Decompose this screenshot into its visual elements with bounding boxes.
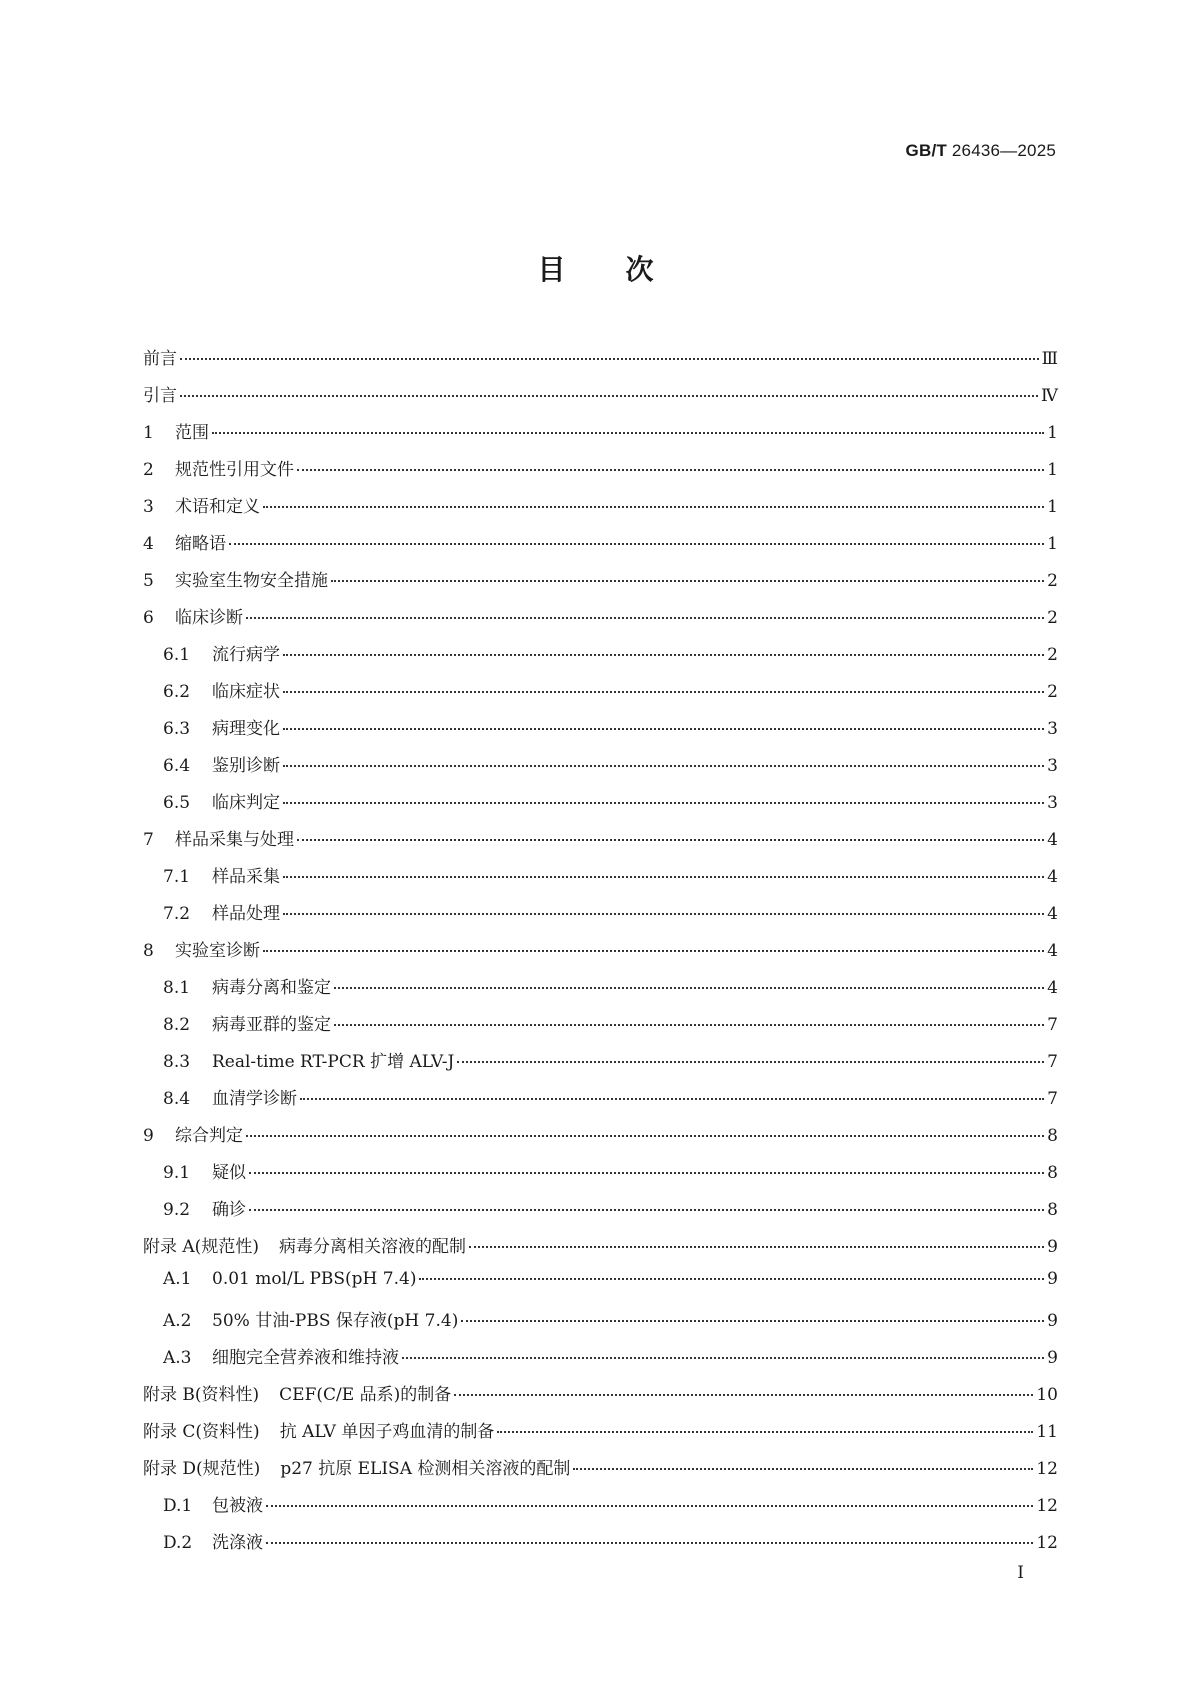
toc-entry-page: 3 [1047, 756, 1058, 776]
toc-entry[interactable] [143, 677, 1058, 714]
toc-entry[interactable] [143, 1306, 1058, 1343]
toc-dot-leader [266, 1542, 1033, 1544]
toc-entry-number: 8.1 [163, 978, 191, 998]
toc-entry[interactable] [143, 1121, 1058, 1158]
standard-number: 26436—2025 [951, 141, 1056, 160]
toc-entry-label: 样品采集与处理 [175, 830, 294, 850]
toc-entry-page: 2 [1047, 645, 1058, 665]
toc-entry-page: 4 [1047, 867, 1058, 887]
toc-entry-label: 临床判定 [212, 793, 280, 813]
toc-entry-page: 7 [1047, 1052, 1058, 1072]
toc-entry[interactable] [143, 1010, 1058, 1047]
toc-entry[interactable] [143, 1491, 1058, 1528]
toc-entry-page: Ⅳ [1041, 386, 1058, 406]
toc-entry-label: 实验室生物安全措施 [175, 571, 328, 591]
toc-entry-page: 8 [1047, 1200, 1058, 1220]
toc-dot-leader [334, 1024, 1044, 1026]
toc-dot-leader [402, 1357, 1044, 1359]
toc-entry-label: 实验室诊断 [175, 941, 260, 961]
toc-entry-label: 病理变化 [212, 719, 280, 739]
toc-entry-label: 抗 ALV 单因子鸡血清的制备 [279, 1422, 495, 1442]
toc-entry-number: 8 [143, 941, 154, 961]
toc-dot-leader [263, 506, 1044, 508]
toc-entry-number: 6.5 [163, 793, 191, 813]
toc-entry-page: 11 [1036, 1422, 1058, 1442]
toc-dot-leader [300, 1098, 1044, 1100]
toc-dot-leader [297, 839, 1044, 841]
toc-entry-number: A.2 [163, 1311, 192, 1331]
toc-entry[interactable] [143, 1084, 1058, 1121]
toc-entry-number: 9 [143, 1126, 154, 1146]
toc-entry-page: 4 [1047, 941, 1058, 961]
toc-entry-number: A.3 [163, 1348, 192, 1368]
toc-entry[interactable] [143, 825, 1058, 862]
toc-entry[interactable] [143, 418, 1058, 455]
toc-entry-label: 临床诊断 [175, 608, 243, 628]
toc-dot-leader [469, 1246, 1044, 1248]
toc-entry-number: 6.3 [163, 719, 191, 739]
toc-entry-number: 2 [143, 460, 154, 480]
document-header-code [906, 141, 1056, 161]
toc-entry-page: 8 [1047, 1163, 1058, 1183]
toc-entry-page: 9 [1047, 1237, 1058, 1257]
toc-entry-page: 12 [1036, 1533, 1058, 1553]
toc-entry-page: 9 [1047, 1269, 1058, 1289]
toc-entry-page: 9 [1047, 1348, 1058, 1368]
toc-entry-page: 7 [1047, 1089, 1058, 1109]
toc-dot-leader [229, 543, 1044, 545]
toc-entry-page: 7 [1047, 1015, 1058, 1035]
toc-entry[interactable] [143, 640, 1058, 677]
toc-entry-page: 10 [1036, 1385, 1058, 1405]
toc-dot-leader [283, 728, 1044, 730]
toc-entry-number: 附录 D(规范性) [143, 1459, 261, 1479]
toc-entry-page: 3 [1047, 793, 1058, 813]
toc-entry-label: 引言 [143, 386, 177, 406]
toc-entry[interactable] [143, 1454, 1058, 1491]
toc-entry-number: 4 [143, 534, 154, 554]
toc-entry-number: 附录 C(资料性) [143, 1422, 260, 1442]
toc-entry-label: 前言 [143, 349, 177, 369]
toc-entry-label: 样品采集 [212, 867, 280, 887]
toc-entry-number: 附录 A(规范性) [143, 1237, 259, 1257]
toc-entry-label: 细胞完全营养液和维持液 [212, 1348, 399, 1368]
toc-entry-number: 7 [143, 830, 154, 850]
toc-entry-page: 4 [1047, 830, 1058, 850]
toc-entry-label: 综合判定 [175, 1126, 243, 1146]
toc-dot-leader [461, 1320, 1044, 1322]
toc-entry-label: 临床症状 [212, 682, 280, 702]
toc-entry[interactable] [143, 529, 1058, 566]
toc-entry-label: 洗涤液 [212, 1533, 263, 1553]
toc-entry-number: A.1 [163, 1269, 192, 1289]
toc-dot-leader [283, 802, 1044, 804]
toc-dot-leader [283, 654, 1044, 656]
toc-entry-label: 样品处理 [212, 904, 280, 924]
toc-entry-page: 2 [1047, 608, 1058, 628]
toc-entry[interactable] [143, 899, 1058, 936]
toc-entry-label: 确诊 [212, 1200, 246, 1220]
toc-entry-label: 病毒分离和鉴定 [212, 978, 331, 998]
toc-dot-leader [246, 617, 1044, 619]
toc-entry-label: 流行病学 [212, 645, 280, 665]
toc-dot-leader [454, 1394, 1033, 1396]
toc-entry[interactable] [143, 492, 1058, 529]
toc-entry[interactable] [143, 1269, 1058, 1306]
toc-entry[interactable] [143, 566, 1058, 603]
toc-dot-leader [283, 765, 1044, 767]
toc-entry-page: 1 [1047, 534, 1058, 554]
toc-entry-label: 规范性引用文件 [175, 460, 294, 480]
toc-entry-page: 1 [1047, 460, 1058, 480]
toc-entry-number: 1 [143, 423, 154, 443]
toc-entry-number: 6.1 [163, 645, 191, 665]
toc-entry-page: 9 [1047, 1311, 1058, 1331]
toc-dot-leader [246, 1135, 1044, 1137]
toc-dot-leader [180, 358, 1039, 360]
toc-entry[interactable] [143, 1047, 1058, 1084]
toc-entry-label: 范围 [175, 423, 209, 443]
toc-entry-number: 6 [143, 608, 154, 628]
toc-dot-leader [331, 580, 1044, 582]
toc-entry-number: 8.2 [163, 1015, 191, 1035]
toc-entry-page: 1 [1047, 497, 1058, 517]
toc-dot-leader [573, 1468, 1033, 1470]
toc-entry-number: 6.2 [163, 682, 191, 702]
toc-dot-leader [297, 469, 1044, 471]
toc-entry-label: 术语和定义 [175, 497, 260, 517]
toc-entry-page: 12 [1036, 1496, 1058, 1516]
toc-entry[interactable] [143, 973, 1058, 1010]
toc-entry-label: 0.01 mol/L PBS(pH 7.4) [212, 1269, 417, 1289]
toc-entry-number: 7.2 [163, 904, 191, 924]
toc-dot-leader [283, 913, 1044, 915]
toc-dot-leader [497, 1431, 1033, 1433]
toc-entry[interactable] [143, 344, 1058, 381]
toc-entry[interactable] [143, 788, 1058, 825]
toc-entry-page: 2 [1047, 682, 1058, 702]
toc-entry-number: 9.1 [163, 1163, 191, 1183]
toc-dot-leader [283, 691, 1044, 693]
toc-dot-leader [283, 876, 1044, 878]
toc-dot-leader [212, 432, 1044, 434]
toc-entry[interactable] [143, 381, 1058, 418]
toc-entry-label: 血清学诊断 [212, 1089, 297, 1109]
toc-dot-leader [249, 1209, 1044, 1211]
page-title: 目次 [537, 253, 714, 286]
toc-entry[interactable] [143, 1417, 1058, 1454]
toc-dot-leader [249, 1172, 1044, 1174]
toc-entry-number: 5 [143, 571, 154, 591]
toc-entry-label: p27 抗原 ELISA 检测相关溶液的配制 [280, 1459, 571, 1479]
toc-dot-leader [263, 950, 1044, 952]
toc-entry-label: Real-time RT-PCR 扩增 ALV-J [212, 1052, 455, 1072]
toc-dot-leader [180, 395, 1038, 397]
toc-entry-label: 病毒亚群的鉴定 [212, 1015, 331, 1035]
toc-entry[interactable] [143, 1343, 1058, 1380]
toc-entry-label: 包被液 [212, 1496, 263, 1516]
toc-entry[interactable] [143, 1528, 1058, 1565]
toc-dot-leader [266, 1505, 1033, 1507]
toc-entry-number: 9.2 [163, 1200, 191, 1220]
toc-dot-leader [457, 1061, 1044, 1063]
toc-entry-number: 3 [143, 497, 154, 517]
toc-entry-page: 4 [1047, 904, 1058, 924]
toc-entry-page: Ⅲ [1041, 349, 1058, 369]
toc-entry-number: 8.3 [163, 1052, 191, 1072]
toc-entry-label: 50% 甘油-PBS 保存液(pH 7.4) [212, 1311, 459, 1331]
toc-entry-page: 12 [1036, 1459, 1058, 1479]
toc-entry[interactable] [143, 862, 1058, 899]
toc-entry-label: CEF(C/E 品系)的制备 [279, 1385, 452, 1405]
toc-entry-number: 6.4 [163, 756, 191, 776]
toc-dot-leader [334, 987, 1044, 989]
toc-entry-page: 4 [1047, 978, 1058, 998]
toc-entry[interactable] [143, 603, 1058, 640]
toc-entry-number: 7.1 [163, 867, 191, 887]
toc-entry[interactable] [143, 455, 1058, 492]
toc-entry-number: D.2 [163, 1533, 193, 1553]
toc-entry-page: 2 [1047, 571, 1058, 591]
toc-entry-page: 3 [1047, 719, 1058, 739]
toc-entry-page: 1 [1047, 423, 1058, 443]
toc-entry-label: 疑似 [212, 1163, 246, 1183]
toc-entry-number: D.1 [163, 1496, 193, 1516]
toc-entry[interactable] [143, 1380, 1058, 1417]
toc-entry[interactable] [143, 714, 1058, 751]
toc-entry-page: 8 [1047, 1126, 1058, 1146]
toc-entry-number: 附录 B(资料性) [143, 1385, 260, 1405]
toc-entry-number: 8.4 [163, 1089, 191, 1109]
toc-entry-label: 缩略语 [175, 534, 226, 554]
toc-entry[interactable] [143, 751, 1058, 788]
table-of-contents [143, 344, 1058, 1565]
toc-entry-label: 鉴别诊断 [212, 756, 280, 776]
page-folio: I [1017, 1563, 1024, 1583]
toc-entry[interactable] [143, 1195, 1058, 1232]
toc-dot-leader [419, 1278, 1044, 1280]
toc-entry[interactable] [143, 1232, 1058, 1269]
toc-entry[interactable] [143, 936, 1058, 973]
toc-entry[interactable] [143, 1158, 1058, 1195]
toc-entry-label: 病毒分离相关溶液的配制 [278, 1237, 466, 1257]
standard-prefix: GB/T [905, 141, 947, 160]
